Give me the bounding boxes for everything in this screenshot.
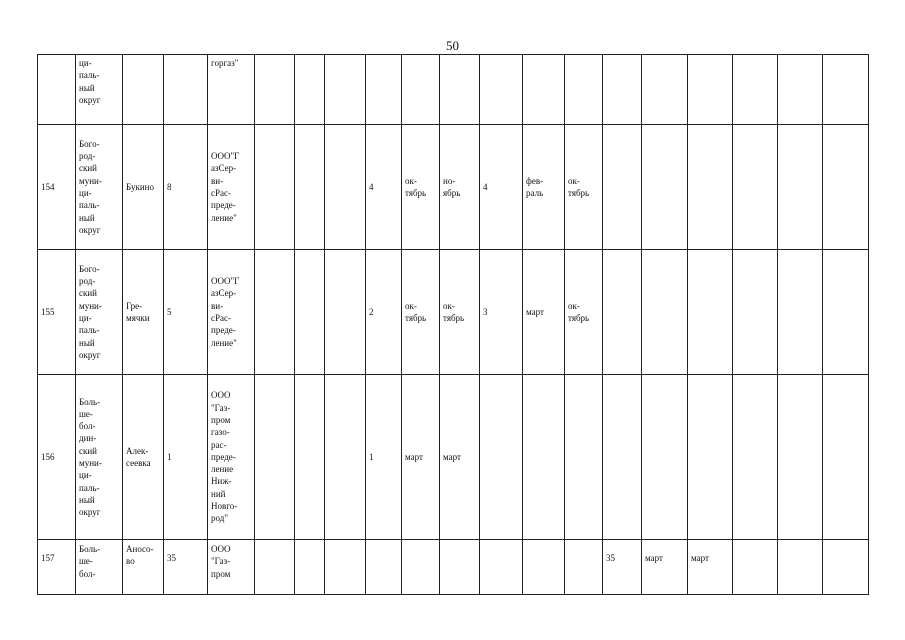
cell-c11: 3 <box>480 250 523 375</box>
cell-num: 157 <box>38 540 76 595</box>
cell-org: горгаз" <box>208 55 255 125</box>
cell-c15 <box>642 250 688 375</box>
cell-num: 156 <box>38 375 76 540</box>
cell-c9 <box>402 540 440 595</box>
cell-c7 <box>325 125 366 250</box>
cell-c19 <box>823 540 869 595</box>
cell-c16 <box>688 250 733 375</box>
cell-c18 <box>778 125 823 250</box>
table-body <box>38 55 869 595</box>
table-row <box>38 55 869 125</box>
cell-c13 <box>565 540 603 595</box>
page-number: 50 <box>446 38 459 53</box>
cell-count: 5 <box>164 250 208 375</box>
cell-c11: 4 <box>480 125 523 250</box>
cell-c17 <box>733 375 778 540</box>
cell-c18 <box>778 55 823 125</box>
cell-c18 <box>778 375 823 540</box>
cell-count: 8 <box>164 125 208 250</box>
cell-c12: март <box>523 250 565 375</box>
cell-c16 <box>688 125 733 250</box>
cell-c5 <box>255 375 295 540</box>
cell-c6 <box>295 125 325 250</box>
cell-num: 154 <box>38 125 76 250</box>
cell-c19 <box>823 250 869 375</box>
cell-c14 <box>603 55 642 125</box>
cell-c17 <box>733 125 778 250</box>
cell-c16 <box>688 55 733 125</box>
table-row <box>38 125 869 250</box>
cell-c7 <box>325 540 366 595</box>
cell-c8: 1 <box>366 375 402 540</box>
cell-c15 <box>642 125 688 250</box>
cell-c14: 35 <box>603 540 642 595</box>
cell-c6 <box>295 375 325 540</box>
cell-settlement: Аносо- во <box>123 540 164 595</box>
cell-c10: но- ябрь <box>440 125 480 250</box>
cell-settlement: Гре- мячки <box>123 250 164 375</box>
cell-c18 <box>778 250 823 375</box>
cell-c12: фев- раль <box>523 125 565 250</box>
cell-c15 <box>642 375 688 540</box>
cell-c8 <box>366 540 402 595</box>
cell-c5 <box>255 250 295 375</box>
cell-c17 <box>733 55 778 125</box>
cell-c14 <box>603 375 642 540</box>
cell-settlement: Алек- сеевка <box>123 375 164 540</box>
cell-c8 <box>366 55 402 125</box>
table-row <box>38 250 869 375</box>
cell-c14 <box>603 125 642 250</box>
cell-district: Бого- род- ский муни- ци- паль- ный округ <box>76 125 123 250</box>
table-row <box>38 540 869 595</box>
cell-c19 <box>823 125 869 250</box>
cell-c10: ок- тябрь <box>440 250 480 375</box>
cell-district: Боль- ше- бол- дин- ский муни- ци- паль- ный округ <box>76 375 123 540</box>
cell-c9: март <box>402 375 440 540</box>
cell-org: ООО "Газ- пром <box>208 540 255 595</box>
cell-c5 <box>255 125 295 250</box>
cell-c11 <box>480 375 523 540</box>
cell-c10 <box>440 55 480 125</box>
cell-c8: 2 <box>366 250 402 375</box>
cell-c5 <box>255 540 295 595</box>
cell-org: ООО"Г азСер- ви- сРас- преде- ление" <box>208 250 255 375</box>
cell-c13: ок- тябрь <box>565 250 603 375</box>
cell-c17 <box>733 250 778 375</box>
cell-c13 <box>565 375 603 540</box>
cell-c18 <box>778 540 823 595</box>
cell-c7 <box>325 250 366 375</box>
cell-c12 <box>523 375 565 540</box>
cell-district: ци- паль- ный округ <box>76 55 123 125</box>
cell-c17 <box>733 540 778 595</box>
cell-c19 <box>823 375 869 540</box>
cell-settlement: Букино <box>123 125 164 250</box>
cell-c11 <box>480 540 523 595</box>
cell-district: Бого- род- ский муни- ци- паль- ный округ <box>76 250 123 375</box>
cell-c13: ок- тябрь <box>565 125 603 250</box>
cell-c16 <box>688 375 733 540</box>
cell-c10: март <box>440 375 480 540</box>
cell-c10 <box>440 540 480 595</box>
cell-c11 <box>480 55 523 125</box>
cell-c12 <box>523 540 565 595</box>
cell-c13 <box>565 55 603 125</box>
cell-c12 <box>523 55 565 125</box>
cell-c14 <box>603 250 642 375</box>
cell-num: 155 <box>38 250 76 375</box>
cell-c15 <box>642 55 688 125</box>
cell-org: ООО"Г азСер- ви- сРас- преде- ление" <box>208 125 255 250</box>
cell-num <box>38 55 76 125</box>
cell-district: Боль- ше- бол- <box>76 540 123 595</box>
cell-c5 <box>255 55 295 125</box>
cell-c7 <box>325 55 366 125</box>
cell-c9: ок- тябрь <box>402 250 440 375</box>
cell-count: 1 <box>164 375 208 540</box>
table-row <box>38 375 869 540</box>
data-table <box>37 54 869 595</box>
cell-org: ООО "Газ- пром газо- рас- преде- ление Ниж- ний Новго- род" <box>208 375 255 540</box>
cell-count: 35 <box>164 540 208 595</box>
cell-c7 <box>325 375 366 540</box>
cell-c15: март <box>642 540 688 595</box>
cell-c9 <box>402 55 440 125</box>
cell-c6 <box>295 540 325 595</box>
cell-c6 <box>295 55 325 125</box>
cell-c19 <box>823 55 869 125</box>
cell-c9: ок- тябрь <box>402 125 440 250</box>
cell-c8: 4 <box>366 125 402 250</box>
cell-c6 <box>295 250 325 375</box>
cell-c16: март <box>688 540 733 595</box>
cell-count <box>164 55 208 125</box>
cell-settlement <box>123 55 164 125</box>
